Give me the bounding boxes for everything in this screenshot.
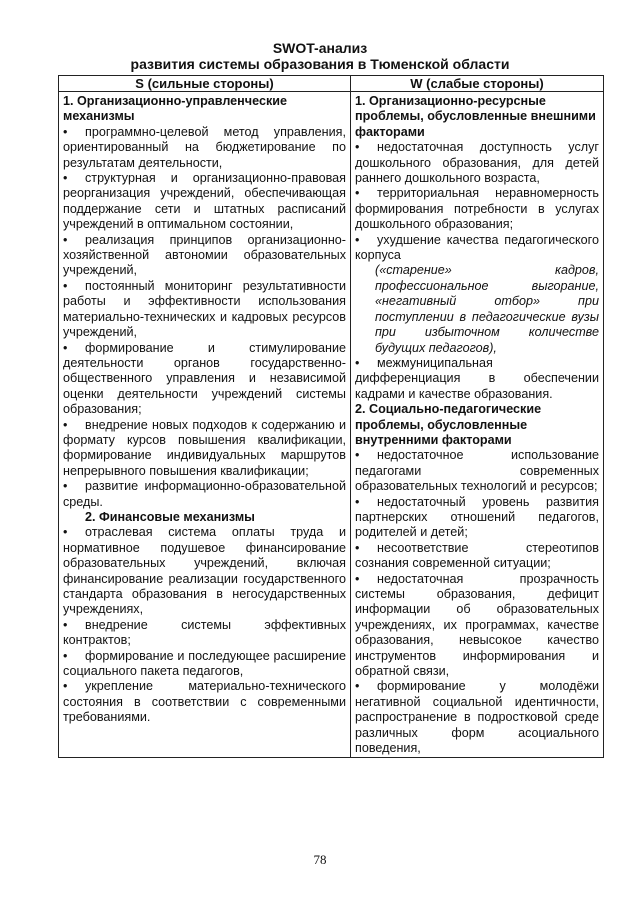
list-item-text: отраслевая система оплаты труда и нормативное подушевое финансирование образовательных учреждений, включая финансирование реализации государственного стандарта образования в негосударственных учреждениях, (63, 525, 346, 617)
list-item-text: постоянный мониторинг результативности работы и эффективности использования материально-технических и кадровых ресурсов учреждений, (63, 278, 346, 340)
weaknesses-section-2-heading: 2. Социально-педагогические проблемы, обусловленные внутренними факторами (355, 402, 542, 447)
list-item (63, 649, 346, 680)
bullet-icon: • (355, 494, 360, 509)
list-item-text: недостаточное использование педагогами современных образовательных технологий и ресурсов; (355, 448, 599, 494)
bullet-icon: • (63, 278, 68, 293)
list-item (63, 171, 346, 233)
bullet-icon: • (355, 679, 360, 694)
bullet-icon: • (355, 355, 360, 370)
list-item (355, 448, 599, 494)
list-item-text: формирование и последующее расширение социального пакета педагогов, (63, 648, 346, 679)
list-item (355, 541, 599, 572)
list-item-text: внедрение новых подходов к содержанию и формату курсов повышения квалификации, формирование индивидуальных маршрутов непрерывного повышения квалификации; (63, 417, 346, 478)
strengths-list-2 (63, 525, 346, 725)
strengths-section-1-heading: 1. Организационно-управленческие механизмы (63, 94, 287, 124)
list-item (355, 233, 599, 264)
list-item (63, 525, 346, 617)
bullet-icon: • (355, 186, 360, 201)
strengths-list-1 (63, 125, 346, 510)
list-item (63, 679, 346, 725)
weaknesses-italic-note: («старение» кадров, профессиональное выгорание, «негативный отбор» при поступлении в педагогические вузы при избыточном количестве будущих педагогов), (375, 263, 599, 355)
list-item (355, 186, 599, 232)
list-item (63, 233, 346, 279)
bullet-icon: • (355, 571, 360, 586)
bullet-icon: • (63, 340, 68, 355)
bullet-icon: • (63, 417, 68, 432)
list-item (63, 618, 346, 649)
weaknesses-list-1 (355, 140, 599, 263)
list-item-text: укрепление материально-технического состояния в соответствии с современными требованиями. (63, 679, 346, 725)
column-header-strengths: S (сильные стороны) (59, 76, 351, 92)
list-item-text: межмуниципальная дифференциация в обеспечении кадрами и качестве образования. (355, 355, 599, 401)
list-item-text: территориальная неравномерность формирования потребности в услугах дошкольного образования; (355, 186, 599, 232)
title-line-2: развития системы образования в Тюменской области (130, 56, 510, 72)
column-header-weaknesses: W (слабые стороны) (351, 76, 604, 92)
weaknesses-list-1b (355, 356, 599, 402)
list-item-text: развитие информационно-образовательной среды. (63, 479, 346, 509)
list-item (355, 356, 599, 402)
strengths-section-2-heading: 2. Финансовые механизмы (85, 509, 255, 524)
list-item (63, 125, 346, 171)
list-item-text: структурная и организационно-правовая реорганизация учреждений, обеспечивающая поддержание сети и штатных расписаний учреждений в оптимальном состоянии, (63, 171, 346, 232)
title-line-1: SWOT-анализ (272, 40, 368, 56)
weaknesses-list-2 (355, 448, 599, 756)
bullet-icon: • (63, 171, 68, 186)
content-row (59, 92, 604, 758)
document-title (0, 40, 640, 72)
bullet-icon: • (63, 124, 68, 139)
list-item-text: ухудшение качества педагогического корпуса (355, 232, 599, 263)
list-item (355, 140, 599, 186)
bullet-icon: • (355, 540, 360, 555)
bullet-icon: • (355, 140, 360, 155)
bullet-icon: • (63, 232, 68, 247)
header-row (59, 76, 604, 92)
list-item (63, 279, 346, 341)
list-item-text: несоответствие стереотипов сознания современной ситуации; (355, 540, 599, 571)
list-item-text: внедрение системы эффективных контрактов; (63, 617, 346, 648)
list-item-text: формирование и стимулирование деятельности органов государственно-общественного управления и независимой оценки деятельности учреждений системы образования; (63, 340, 346, 417)
bullet-icon: • (63, 648, 68, 663)
page-number: 78 (313, 852, 327, 867)
strengths-cell (59, 92, 351, 758)
bullet-icon: • (63, 679, 68, 694)
list-item (355, 572, 599, 680)
bullet-icon: • (355, 232, 360, 247)
list-item-text: недостаточная прозрачность системы образования, дефицит информации об образовательных учреждениях, их программах, качестве образования, невысокое качество инструментов информирования и обратной связи, (355, 571, 599, 679)
list-item-text: реализация принципов организационно-хозяйственной автономии образовательных учреждений, (63, 232, 346, 278)
bullet-icon: • (63, 479, 68, 494)
weaknesses-section-1-heading: 1. Организационно-ресурсные проблемы, обусловленные внешними факторами (355, 94, 596, 139)
swot-table (58, 75, 604, 758)
bullet-icon: • (63, 617, 68, 632)
list-item (63, 341, 346, 418)
list-item-text: недостаточный уровень развития партнерских отношений педагогов, родителей и детей; (355, 494, 599, 540)
list-item-text: программно-целевой метод управления, ориентированный на бюджетирование по результатам деятельности, (63, 124, 346, 170)
list-item (355, 679, 599, 756)
list-item-text: недостаточная доступность услуг дошкольного образования, для детей раннего дошкольного возраста, (355, 140, 599, 186)
weaknesses-cell (351, 92, 604, 758)
list-item (63, 418, 346, 480)
list-item (63, 479, 346, 510)
list-item (355, 495, 599, 541)
bullet-icon: • (355, 448, 360, 463)
bullet-icon: • (63, 525, 68, 540)
list-item-text: формирование у молодёжи негативной социальной идентичности, распространение в подростковой среде различных форм асоциального поведения, (355, 679, 599, 756)
